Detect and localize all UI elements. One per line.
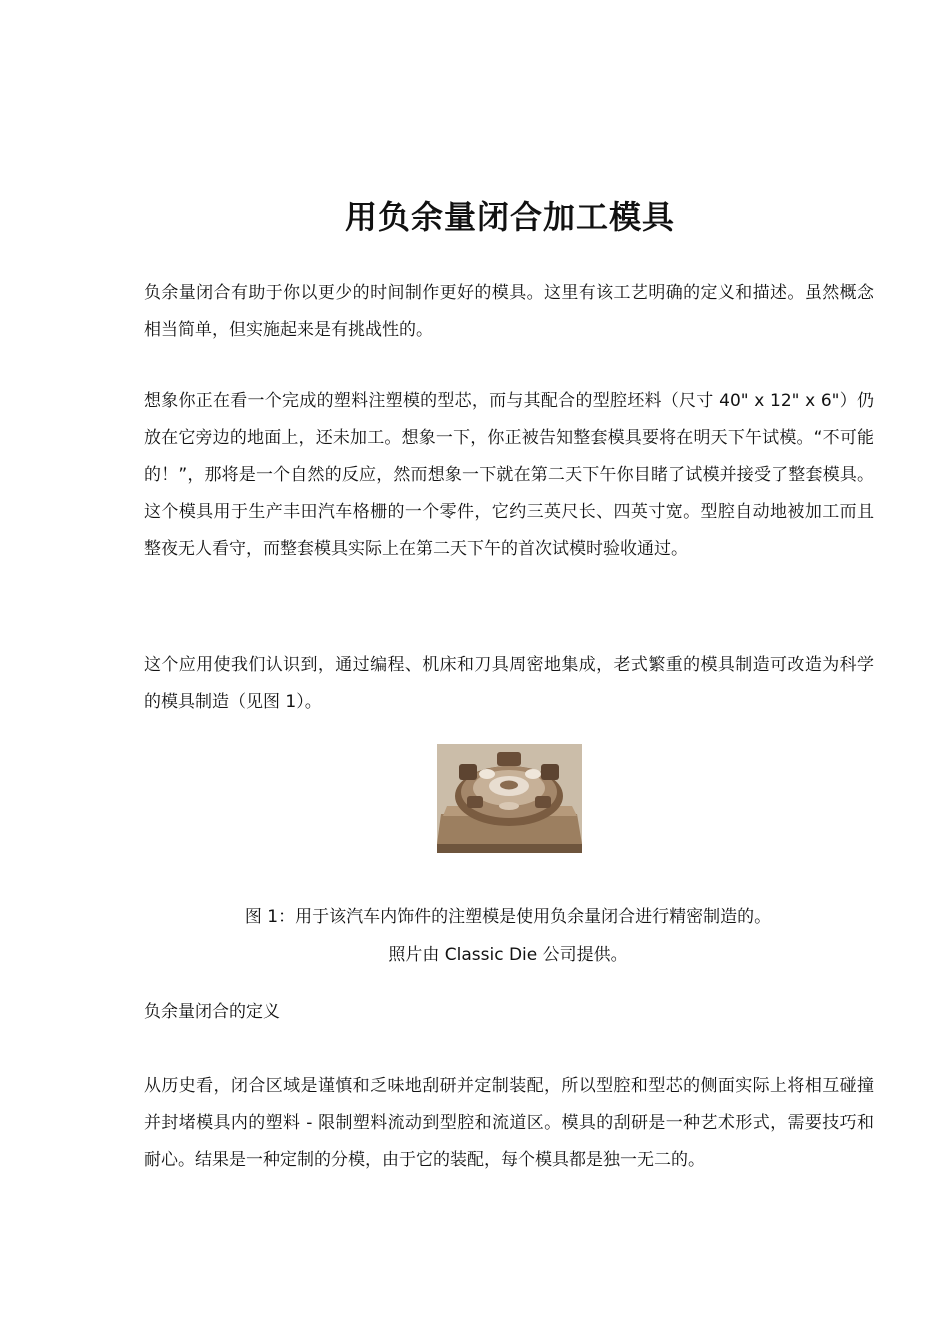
paragraph-application: 这个应用使我们认识到，通过编程、机床和刀具周密地集成，老式繁重的模具制造可改造为科学的模具制造（见图 1）。 [144,655,874,712]
figure-caption-line-2: 照片由 Classic Die 公司提供。 [388,945,628,965]
paragraph-scenario: 想象你正在看一个完成的塑料注塑模的型芯，而与其配合的型腔坯料（尺寸 40" x 12" x 6"）仍放在它旁边的地面上，还未加工。想象一下，你正被告知整套模具要将在明天下午试模。“不可能的！”，那将是一个自然的反应，然而想象一下就在第二天下午你目睹了试模并接受了整套模具。这个模具用于生产丰田汽车格栅的一个零件，它约三英尺长、四英寸宽。型腔自动地被加工而且整夜无人看守，而整套模具实际上在第二天下午的首次试模时验收通过。 [144,391,874,559]
paragraph-intro: 负余量闭合有助于你以更少的时间制作更好的模具。这里有该工艺明确的定义和描述。虽然概念相当简单，但实施起来是有挑战性的。 [144,283,874,340]
section-heading: 负余量闭合的定义 [144,1002,280,1022]
paragraph-history: 从历史看，闭合区域是谨慎和乏味地刮研并定制装配，所以型腔和型芯的侧面实际上将相互碰撞并封堵模具内的塑料 - 限制塑料流动到型腔和流道区。模具的刮研是一种艺术形式，需要技巧和耐心。结果是一种定制的分模，由于它的装配，每个模具都是独一无二的。 [144,1076,874,1170]
mold-photo [437,744,582,853]
page-title: 用负余量闭合加工模具 [344,198,675,236]
figure-caption-line-1: 图 1：用于该汽车内饰件的注塑模是使用负余量闭合进行精密制造的。 [244,907,772,927]
mold-photo-illustration [437,744,582,853]
